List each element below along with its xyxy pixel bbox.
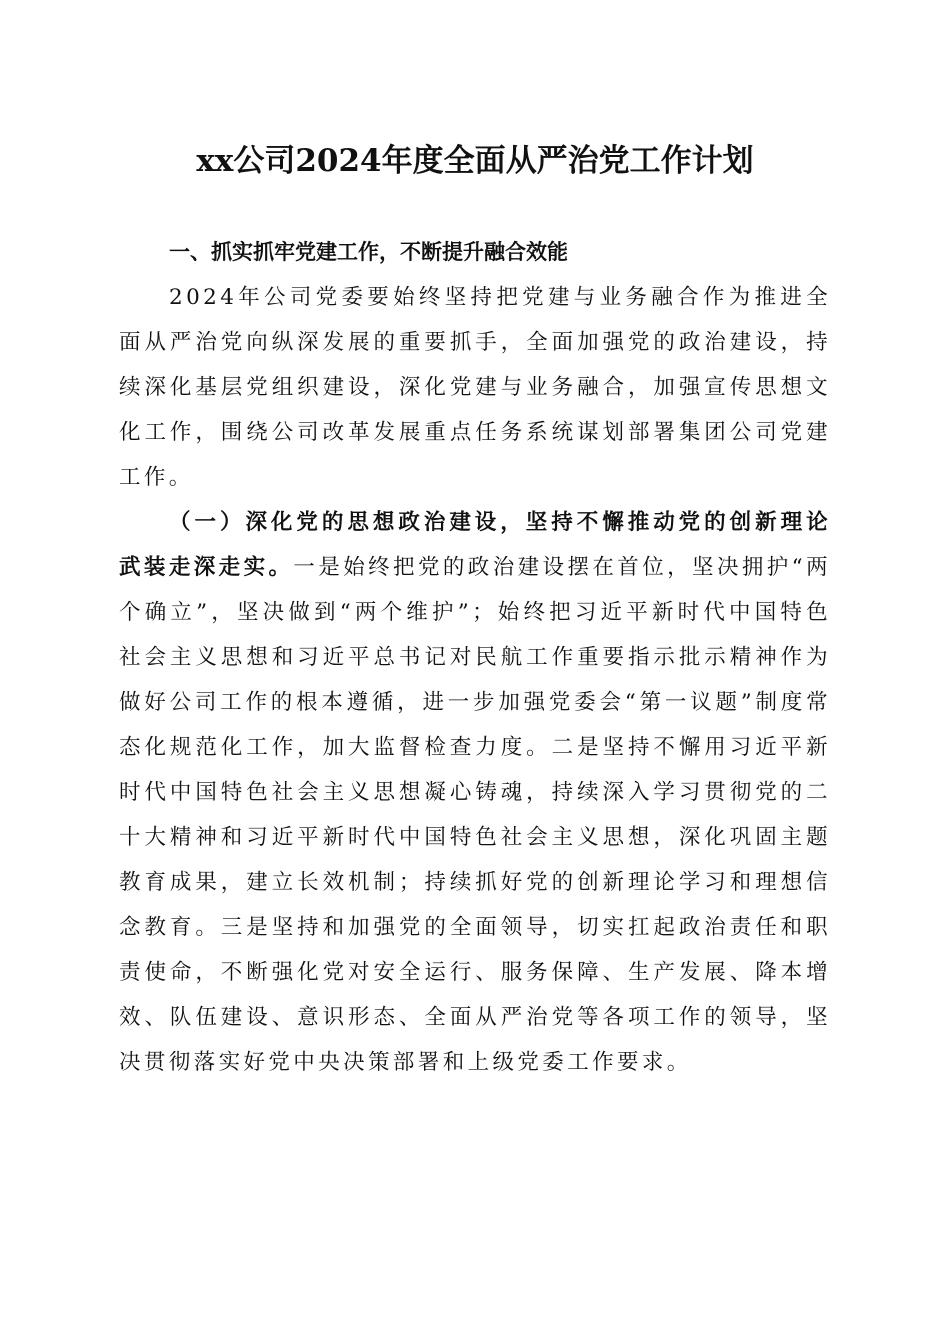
subsection-lead: （一）深化党的思想政治建设，坚持不懈推动党的创新理论武装走深走实。 [119, 510, 831, 580]
section-heading: 一、抓实抓牢党建工作，不断提升融合效能 [169, 240, 568, 264]
subsection-body: 一是始终把党的政治建设摆在首位，坚决拥护“两个确立”，坚决做到“两个维护”；始终把习近平新时代中国特色社会主义思想和习近平总书记对民航工作重要指示批示精神作为做好公司工作的根本遵循，进一步加强党委会“第一议题”制度常态化规范化工作，加大监督检查力度。二是坚持不懈用习近平新时代中国特色社会主义思想凝心铸魂，持续深入学习贯彻党的二十大精神和习近平新时代中国特色社会主义思想，深化巩固主题教育成果，建立长效机制；持续抓好党的创新理论学习和理想信念教育。三是坚持和加强党的全面领导，切实扛起政治责任和职责使命，不断强化党对安全运行、服务保障、生产发展、降本增效、队伍建设、意识形态、全面从严治党等各项工作的领导，坚决贯彻落实好党中央决策部署和上级党委工作要求。 [119, 555, 831, 1075]
paragraph-subsection [119, 500, 831, 1085]
document-body [119, 230, 831, 1085]
document-title: xx公司2024年度全面从严治党工作计划 [196, 143, 754, 179]
paragraph-intro: 2024年公司党委要始终坚持把党建与业务融合作为推进全面从严治党向纵深发展的重要抓手，全面加强党的政治建设，持续深化基层党组织建设，深化党建与业务融合，加强宣传思想文化工作，围绕公司改革发展重点任务系统谋划部署集团公司党建工作。 [119, 285, 831, 490]
